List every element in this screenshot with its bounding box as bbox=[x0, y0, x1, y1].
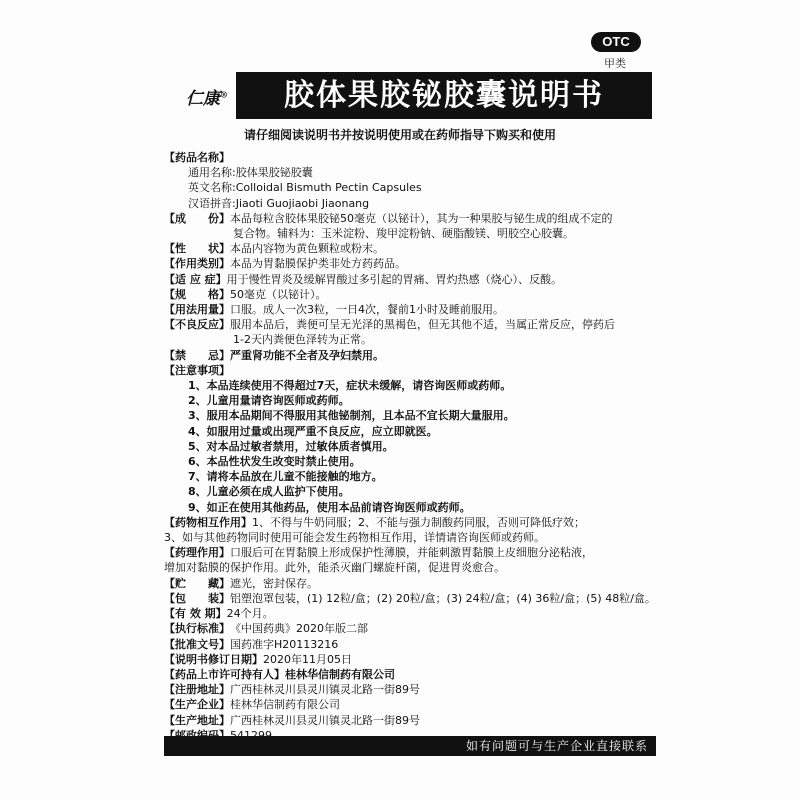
pharmacology-cont bbox=[164, 560, 664, 575]
approval-label: 【批准文号】 bbox=[164, 637, 230, 651]
adverse-value: 服用本品后，粪便可呈无光泽的黑褐色，但无其他不适，当属正常反应，停药后 bbox=[230, 318, 615, 332]
usage-notice: 请仔细阅读说明书并按说明使用或在药师指导下购买和使用 bbox=[243, 128, 556, 142]
spec-value: 50毫克（以铋计）。 bbox=[230, 287, 327, 301]
otc-class-label: 甲类 bbox=[604, 57, 626, 70]
interaction-cont-text: 3、如与其他药物同时使用可能会发生药物相互作用，详情请咨询医师或药师。 bbox=[164, 531, 545, 545]
validity-row bbox=[164, 606, 664, 621]
pharmacology-cont-text: 增加对黏膜的保护作用。此外，能杀灭幽门螺旋杆菌，促进胃炎愈合。 bbox=[164, 561, 505, 575]
approval-value: 国药准字H20113216 bbox=[230, 637, 339, 651]
pinyin-label: 汉语拼音: bbox=[188, 196, 236, 210]
category-value: 本品为胃黏膜保护类非处方药药品。 bbox=[230, 257, 406, 271]
dosage-value: 口服。成人一次3粒，一日4次，餐前1小时及睡前服用。 bbox=[230, 303, 504, 317]
composition-cont-text: 复合物。辅料为：玉米淀粉、羧甲淀粉钠、硬脂酸镁、明胶空心胶囊。 bbox=[233, 227, 574, 241]
properties-value: 本品内容物为黄色颗粒或粉末。 bbox=[230, 242, 384, 256]
standard-value: 《中国药典》2020年版二部 bbox=[230, 622, 368, 636]
holder-label: 【药品上市许可持有人】 bbox=[164, 667, 285, 681]
footer-contact-text: 如有问题可与生产企业直接联系 bbox=[465, 739, 648, 753]
generic-name-value: 胶体果胶铋胶囊 bbox=[235, 166, 313, 180]
registered-address-label: 【注册地址】 bbox=[164, 683, 230, 697]
precaution-item: 6、本品性状发生改变时禁止使用。 bbox=[188, 455, 361, 469]
dosage-row bbox=[164, 302, 664, 317]
registered-mark: ® bbox=[220, 89, 228, 100]
precautions-heading-row bbox=[164, 363, 664, 378]
drug-name-label: 【药品名称】 bbox=[164, 151, 230, 164]
contraindication-row bbox=[164, 348, 664, 363]
precaution-item: 4、如服用过量或出现严重不良反应，应立即就医。 bbox=[188, 424, 438, 438]
composition-value: 本品每粒含胶体果胶铋50毫克（以铋计），其为一种果胶与铋生成的组成不定的 bbox=[230, 211, 613, 225]
production-address-row bbox=[164, 713, 664, 728]
footer-bar bbox=[164, 736, 656, 756]
precautions-label: 【注意事项】 bbox=[164, 363, 230, 377]
composition-cont bbox=[164, 226, 664, 241]
precaution-item: 5、对本品过敏者禁用，过敏体质者慎用。 bbox=[188, 439, 394, 453]
pharmacology-row bbox=[164, 545, 664, 560]
leaflet-body bbox=[164, 150, 664, 758]
indication-row bbox=[164, 272, 664, 287]
precaution-item: 1、本品连续使用不得超过7天，症状未缓解，请咨询医师或药师。 bbox=[188, 379, 512, 393]
registered-address-value: 广西桂林灵川县灵川镇灵北路一街89号 bbox=[230, 683, 420, 697]
holder-row bbox=[164, 667, 664, 682]
holder-value: 桂林华信制药有限公司 bbox=[285, 667, 395, 681]
english-name-label: 英文名称: bbox=[188, 181, 236, 195]
registered-address-row bbox=[164, 682, 664, 697]
pharmacology-label: 【药理作用】 bbox=[164, 546, 230, 560]
interaction-value: 1、不得与牛奶同服；2、不能与强力制酸药同服，否则可降低疗效； bbox=[252, 515, 585, 529]
approval-row bbox=[164, 637, 664, 652]
pinyin-value: Jiaoti Guojiaobi Jiaonang bbox=[235, 196, 370, 210]
properties-label: 【性 状】 bbox=[164, 242, 230, 256]
storage-row bbox=[164, 576, 664, 591]
precaution-item: 9、如正在使用其他药品，使用本品前请咨询医师或药师。 bbox=[188, 500, 471, 514]
storage-value: 遮光，密封保存。 bbox=[230, 576, 318, 590]
indication-value: 用于慢性胃炎及缓解胃酸过多引起的胃痛、胃灼热感（烧心）、反酸。 bbox=[226, 272, 563, 286]
brand-logo bbox=[186, 84, 228, 109]
package-value: 铝塑泡罩包装，(1) 12粒/盒；(2) 20粒/盒；(3) 24粒/盒；(4) 36粒/盒；(5) 48粒/盒。 bbox=[230, 591, 656, 605]
package-label: 【包 装】 bbox=[164, 591, 230, 605]
manufacturer-label: 【生产企业】 bbox=[164, 698, 230, 712]
otc-badge: OTC bbox=[591, 32, 641, 52]
english-name-value: Colloidal Bismuth Pectin Capsules bbox=[235, 181, 422, 195]
properties-row bbox=[164, 241, 664, 256]
indication-label: 【适 应 症】 bbox=[164, 272, 227, 286]
manufacturer-value: 桂林华信制药有限公司 bbox=[230, 698, 340, 712]
validity-value: 24个月。 bbox=[226, 607, 274, 621]
adverse-label: 【不良反应】 bbox=[164, 318, 230, 332]
interaction-cont bbox=[164, 530, 664, 545]
storage-label: 【贮 藏】 bbox=[164, 576, 230, 590]
precaution-item: 7、请将本品放在儿童不能接触的地方。 bbox=[188, 470, 383, 484]
category-label: 【作用类别】 bbox=[164, 257, 230, 271]
adverse-row bbox=[164, 317, 664, 332]
english-name-row bbox=[164, 180, 664, 195]
brand-name: 仁康 bbox=[186, 89, 220, 109]
revision-label: 【说明书修订日期】 bbox=[164, 652, 263, 666]
page-title: 胶体果胶铋胶囊说明书 bbox=[236, 72, 652, 119]
precaution-item: 2、儿童用量请咨询医师或药师。 bbox=[188, 394, 350, 408]
revision-value: 2020年11月05日 bbox=[263, 652, 352, 666]
revision-row bbox=[164, 652, 664, 667]
dosage-label: 【用法用量】 bbox=[164, 303, 230, 317]
spec-row bbox=[164, 287, 664, 302]
precaution-item: 8、儿童必须在成人监护下使用。 bbox=[188, 485, 350, 499]
contraindication-label: 【禁 忌】 bbox=[164, 348, 230, 362]
validity-label: 【有 效 期】 bbox=[164, 607, 227, 621]
composition-label: 【成 份】 bbox=[164, 211, 230, 225]
interaction-row bbox=[164, 515, 664, 530]
interaction-label: 【药物相互作用】 bbox=[164, 515, 252, 529]
adverse-cont-text: 1-2天内粪便色泽转为正常。 bbox=[233, 333, 372, 347]
production-address-label: 【生产地址】 bbox=[164, 713, 230, 727]
production-address-value: 广西桂林灵川县灵川镇灵北路一街89号 bbox=[230, 713, 420, 727]
package-row bbox=[164, 591, 664, 606]
category-row bbox=[164, 256, 664, 271]
spec-label: 【规 格】 bbox=[164, 287, 230, 301]
contraindication-value: 严重肾功能不全者及孕妇禁用。 bbox=[230, 348, 384, 362]
composition-row bbox=[164, 211, 664, 226]
standard-label: 【执行标准】 bbox=[164, 622, 230, 636]
generic-name-label: 通用名称: bbox=[188, 166, 236, 180]
adverse-cont bbox=[164, 332, 664, 347]
generic-name-row bbox=[164, 165, 664, 180]
manufacturer-row bbox=[164, 697, 664, 712]
drug-name-section bbox=[164, 150, 664, 165]
standard-row bbox=[164, 621, 664, 636]
pinyin-row bbox=[164, 196, 664, 211]
pharmacology-value: 口服后可在胃黏膜上形成保护性薄膜，并能刺激胃黏膜上皮细胞分泌粘液， bbox=[230, 546, 593, 560]
precaution-item: 3、服用本品期间不得服用其他铋制剂，且本品不宜长期大量服用。 bbox=[188, 409, 515, 423]
